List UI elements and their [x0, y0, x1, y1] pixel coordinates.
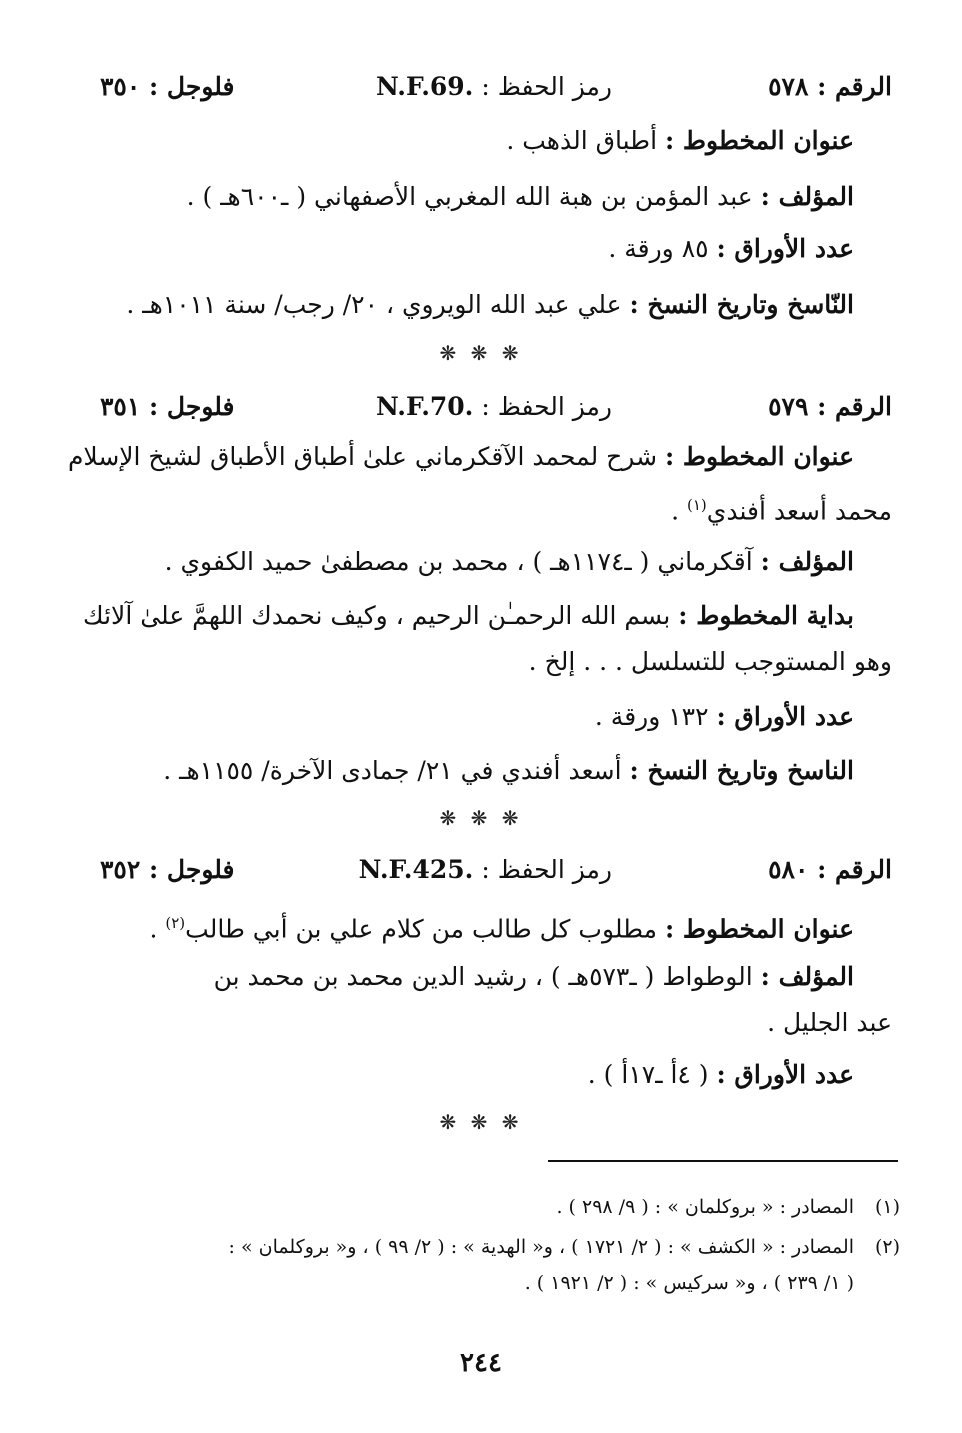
folios-line — [100, 1058, 854, 1092]
folios-text: ١٣٢ ورقة . — [594, 702, 709, 731]
title-text: محمد أسعد أفندي — [706, 496, 892, 526]
folios-line — [100, 700, 854, 734]
shelf-mark — [359, 853, 612, 887]
footnote-ref: (١) — [687, 496, 707, 514]
footnote-2-continued — [100, 1268, 854, 1298]
copyist-line — [100, 288, 854, 322]
author-line — [100, 960, 854, 994]
title-label: عنوان المخطوط : — [664, 126, 854, 155]
footnote-marker: (٢) — [874, 1236, 900, 1258]
copyist-label: النّاسخ وتاريخ النسخ : — [629, 290, 854, 319]
footnote-rule — [548, 1160, 898, 1162]
author-text: عبد المؤمن بن هبة الله المغربي الأصفهاني ( ـ٦٠٠هـ ) . — [186, 182, 753, 211]
page-number: ٢٤٤ — [460, 1348, 502, 1378]
shelf-mark — [376, 390, 612, 424]
title-end: . — [149, 914, 158, 944]
title-line-continued — [100, 488, 892, 528]
title-text: مطلوب كل طالب من كلام علي بن أبي طالب — [185, 914, 658, 944]
entry-header — [100, 70, 892, 104]
section-separator: ❋ ❋ ❋ — [439, 1110, 523, 1134]
copyist-text: علي عبد الله الويروي ، ٢٠/ رجب/ سنة ١٠١١هـ . — [126, 290, 622, 319]
flugel-number: فلوجل : ٣٥٢ — [100, 855, 235, 884]
copyist-text: أسعد أفندي في ٢١/ جمادى الآخرة/ ١١٥٥هـ . — [163, 756, 622, 785]
incipit-line — [83, 599, 854, 633]
author-text: آقكرماني ( ـ١١٧٤هـ ) ، محمد بن مصطفىٰ حميد الكفوي . — [164, 547, 753, 576]
shelf-mark-label: رمز الحفظ : — [481, 72, 612, 101]
incipit-line-continued — [100, 645, 892, 679]
author-line — [100, 180, 854, 214]
incipit-label: بداية المخطوط : — [678, 601, 854, 630]
section-separator: ❋ ❋ ❋ — [439, 806, 523, 830]
shelf-mark-code: N.F.69. — [376, 72, 474, 101]
title-text: شرح لمحمد الآقكرماني علىٰ أطباق الأطباق لشيخ الإسلام — [67, 442, 658, 471]
folios-label: عدد الأوراق : — [716, 702, 854, 731]
shelf-mark-label: رمز الحفظ : — [481, 392, 612, 421]
folios-text: ( ٤أ ـ١٧أ ) . — [587, 1060, 709, 1089]
footnote-1 — [100, 1192, 900, 1222]
flugel-number: فلوجل : ٣٥٠ — [100, 72, 235, 101]
footnote-text: ( ١/ ٢٣٩ ) ، و« سركيس » : ( ٢/ ١٩٢١ ) . — [524, 1272, 854, 1294]
entry-number: الرقم : ٥٧٨ — [768, 72, 892, 101]
copyist-line — [100, 754, 854, 788]
title-line — [100, 124, 854, 158]
footnote-text: المصادر : « الكشف » : ( ٢/ ١٧٢١ ) ، و« الهدية » : ( ٢/ ٩٩ ) ، و« بروكلمان » : — [228, 1236, 854, 1258]
title-label: عنوان المخطوط : — [664, 914, 854, 944]
shelf-mark — [376, 70, 612, 104]
incipit-text: بسم الله الرحمـٰن الرحيم ، وكيف نحمدك اللهمَّ علىٰ آلائك — [83, 601, 671, 630]
entry-number: الرقم : ٥٧٩ — [768, 392, 892, 421]
author-line-continued — [100, 1006, 892, 1040]
footnote-text: المصادر : « بروكلمان » : ( ٩/ ٢٩٨ ) . — [556, 1196, 854, 1218]
folios-label: عدد الأوراق : — [716, 234, 854, 263]
author-text: الوطواط ( ـ٥٧٣هـ ) ، رشيد الدين محمد بن محمد بن — [213, 962, 753, 991]
entry-header — [100, 390, 892, 424]
author-label: المؤلف : — [760, 962, 854, 991]
author-text: عبد الجليل . — [767, 1008, 892, 1037]
title-line — [67, 440, 854, 474]
title-end: . — [671, 496, 680, 526]
incipit-text: وهو المستوجب للتسلسل . . . إلخ . — [528, 647, 892, 676]
footnote-ref: (٢) — [165, 914, 186, 932]
author-line — [100, 545, 854, 579]
entry-header — [100, 853, 892, 887]
author-label: المؤلف : — [760, 547, 854, 576]
footnote-2 — [100, 1232, 900, 1262]
flugel-number: فلوجل : ٣٥١ — [100, 392, 235, 421]
folios-line — [100, 232, 854, 266]
shelf-mark-code: N.F.425. — [358, 855, 474, 884]
copyist-label: الناسخ وتاريخ النسخ : — [629, 756, 854, 785]
title-text: أطباق الذهب . — [506, 126, 658, 155]
folios-text: ٨٥ ورقة . — [608, 234, 709, 263]
shelf-mark-code: N.F.70. — [376, 392, 474, 421]
section-separator: ❋ ❋ ❋ — [439, 341, 523, 365]
title-line — [100, 906, 854, 946]
folios-label: عدد الأوراق : — [716, 1060, 854, 1089]
title-label: عنوان المخطوط : — [664, 442, 854, 471]
footnote-marker: (١) — [874, 1196, 900, 1218]
entry-number: الرقم : ٥٨٠ — [768, 855, 892, 884]
shelf-mark-label: رمز الحفظ : — [481, 855, 612, 884]
author-label: المؤلف : — [760, 182, 854, 211]
